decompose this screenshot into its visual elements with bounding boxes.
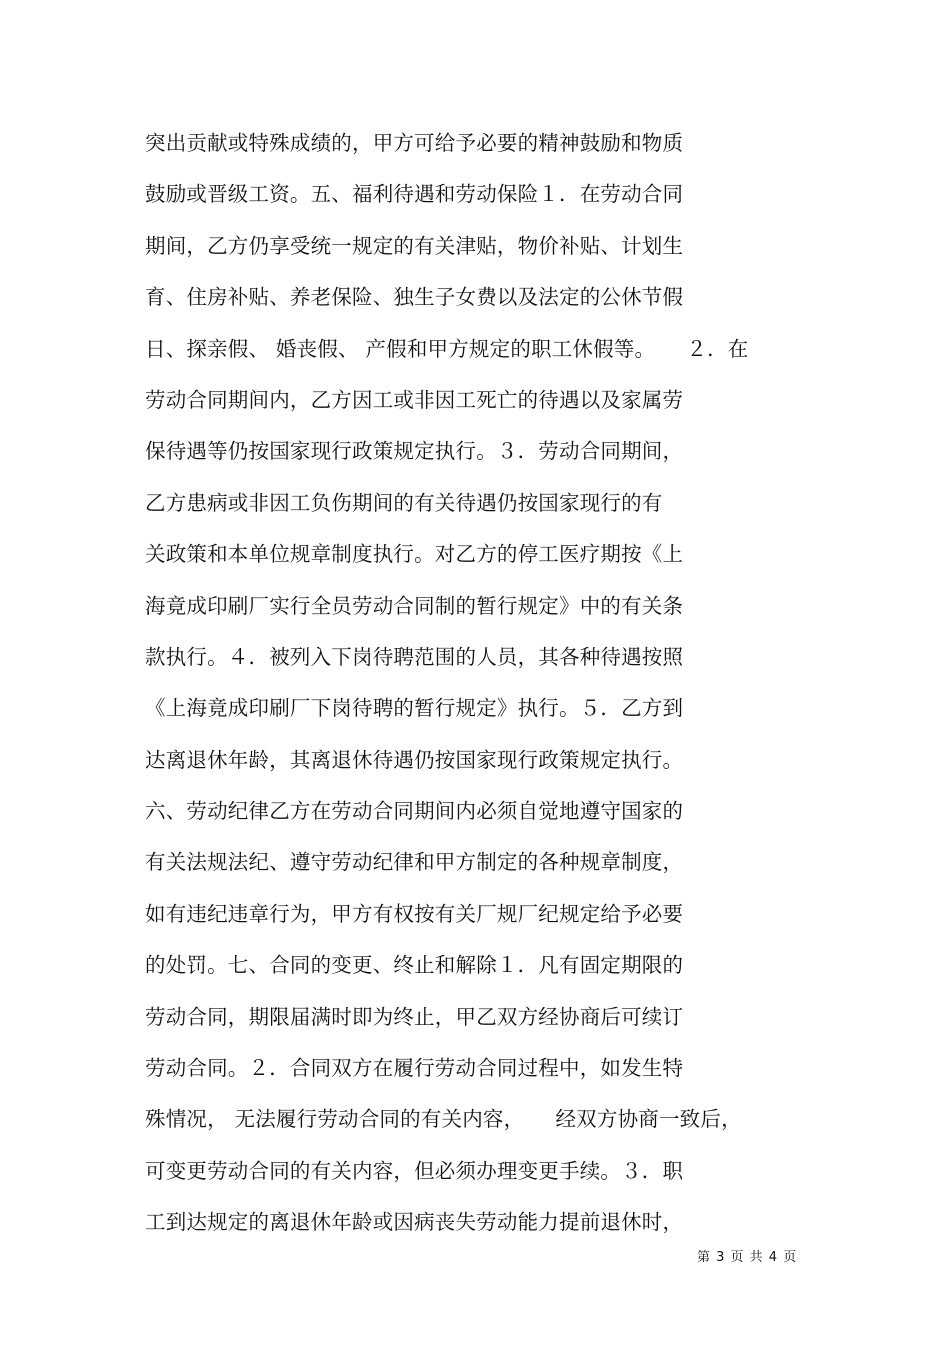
text-line: 殊情况， 无法履行劳动合同的有关内容， 经双方协商一致后，: [145, 1107, 742, 1132]
text-line: 六、劳动纪律乙方在劳动合同期间内必须自觉地遵守国家的: [145, 799, 684, 824]
text-line: 的处罚。七、合同的变更、终止和解除１．凡有固定期限的: [145, 953, 684, 978]
text-line: 有关法规法纪、遵守劳动纪律和甲方制定的各种规章制度，: [145, 850, 684, 875]
text-line: 乙方患病或非因工负伤期间的有关待遇仍按国家现行的有: [145, 490, 663, 515]
text-line: 期间，乙方仍享受统一规定的有关津贴，物价补贴、计划生: [145, 233, 684, 258]
text-line: 海竟成印刷厂实行全员劳动合同制的暂行规定》中的有关条: [145, 593, 684, 618]
text-line: 关政策和本单位规章制度执行。对乙方的停工医疗期按《上: [145, 542, 684, 567]
text-line: 工到达规定的离退休年龄或因病丧失劳动能力提前退休时，: [145, 1210, 684, 1235]
text-line: 劳动合同，期限届满时即为终止，甲乙双方经协商后可续订: [145, 1004, 684, 1029]
text-line: 达离退休年龄，其离退休待遇仍按国家现行政策规定执行。: [145, 747, 684, 772]
text-line: 育、住房补贴、养老保险、独生子女费以及法定的公休节假: [145, 285, 684, 310]
text-line: 可变更劳动合同的有关内容，但必须办理变更手续。３．职: [145, 1158, 684, 1183]
text-line: 劳动合同。２．合同双方在履行劳动合同过程中，如发生特: [145, 1056, 684, 1081]
text-line: 突出贡献或特殊成绩的，甲方可给予必要的精神鼓励和物质: [145, 131, 684, 155]
text-line: 款执行。４．被列入下岗待聘范围的人员，其各种待遇按照: [145, 644, 684, 669]
text-line: 《上海竟成印刷厂下岗待聘的暂行规定》执行。５．乙方到: [145, 696, 684, 721]
body-text: [145, 118, 845, 1249]
text-line: 日、探亲假、 婚丧假、 产假和甲方规定的职工休假等。 ２．在: [145, 336, 749, 361]
text-line: 保待遇等仍按国家现行政策规定执行。３．劳动合同期间，: [145, 439, 684, 464]
text-line: 劳动合同期间内，乙方因工或非因工死亡的待遇以及家属劳: [145, 387, 684, 412]
text-line: 如有违纪违章行为，甲方有权按有关厂规厂纪规定给予必要: [145, 901, 684, 926]
page-number: 第 3 页 共 4 页: [697, 1250, 798, 1265]
text-line: 鼓励或晋级工资。五、福利待遇和劳动保险１．在劳动合同: [145, 182, 684, 207]
